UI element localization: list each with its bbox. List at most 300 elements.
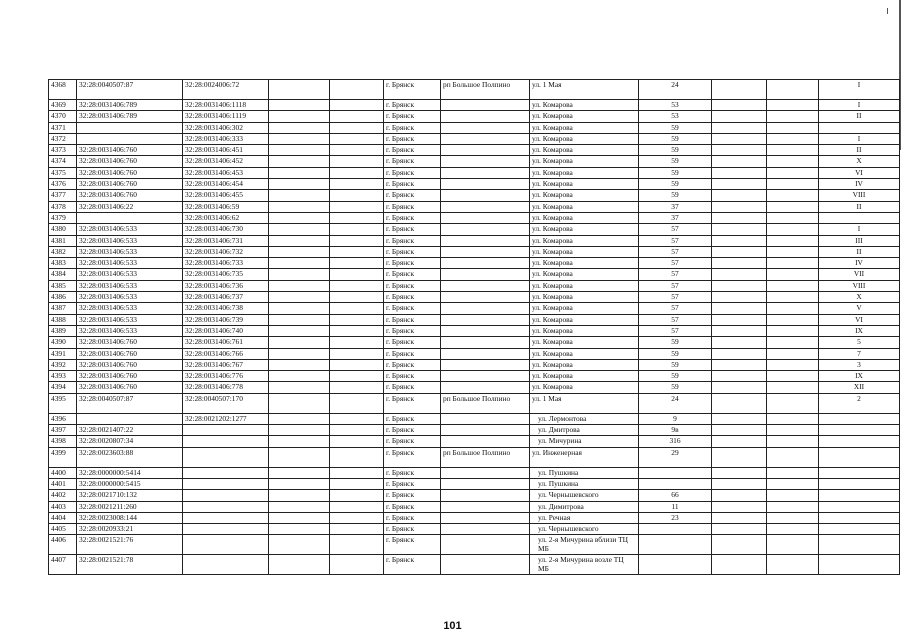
empty-cell (269, 512, 330, 523)
settlement-cell: рп Большое Полпино (441, 80, 530, 100)
street-cell: ул. Комарова (530, 359, 639, 370)
city-cell: г. Брянск (384, 490, 441, 501)
object-number-cell: 32:28:0031406:452 (183, 156, 269, 167)
city-cell: г. Брянск (384, 524, 441, 535)
empty-cell (767, 512, 819, 523)
house-cell: 23 (639, 512, 712, 523)
object-number-cell: 32:28:0031406:739 (183, 314, 269, 325)
house-cell: 9в (639, 425, 712, 436)
empty-cell (330, 325, 384, 336)
city-cell: г. Брянск (384, 478, 441, 489)
unit-cell: IX (819, 371, 900, 382)
empty-cell (712, 436, 767, 447)
settlement-cell (441, 524, 530, 535)
unit-cell (819, 524, 900, 535)
settlement-cell (441, 371, 530, 382)
empty-cell (767, 325, 819, 336)
street-cell: ул. Пушкина (530, 478, 639, 489)
row-number-cell: 4397 (49, 425, 77, 436)
table-row (49, 269, 900, 280)
empty-cell (712, 359, 767, 370)
object-number-cell (183, 524, 269, 535)
house-cell: 37 (639, 201, 712, 212)
street-cell: ул. Комарова (530, 224, 639, 235)
object-number-cell (183, 436, 269, 447)
parcel-number-cell (77, 413, 183, 424)
object-number-cell: 32:28:0031406:732 (183, 246, 269, 257)
parcel-number-cell: 32:28:0031406:533 (77, 325, 183, 336)
empty-cell (330, 413, 384, 424)
empty-cell (269, 235, 330, 246)
parcel-number-cell: 32:28:0021211:260 (77, 501, 183, 512)
empty-cell (767, 246, 819, 257)
empty-cell (269, 156, 330, 167)
settlement-cell (441, 224, 530, 235)
parcel-number-cell (77, 122, 183, 133)
unit-cell (819, 413, 900, 424)
empty-cell (712, 212, 767, 223)
street-cell: ул. Чернышевского (530, 524, 639, 535)
empty-cell (712, 512, 767, 523)
empty-cell (767, 501, 819, 512)
table-row (49, 478, 900, 489)
empty-cell (767, 190, 819, 201)
object-number-cell: 32:28:0031406:731 (183, 235, 269, 246)
empty-cell (767, 348, 819, 359)
empty-cell (712, 145, 767, 156)
city-cell: г. Брянск (384, 303, 441, 314)
house-cell: 57 (639, 292, 712, 303)
settlement-cell (441, 212, 530, 223)
empty-cell (269, 524, 330, 535)
row-number-cell: 4368 (49, 80, 77, 100)
empty-cell (767, 490, 819, 501)
settlement-cell (441, 235, 530, 246)
empty-cell (330, 371, 384, 382)
empty-cell (767, 447, 819, 467)
city-cell: г. Брянск (384, 337, 441, 348)
object-number-cell: 32:28:0031406:737 (183, 292, 269, 303)
empty-cell (269, 292, 330, 303)
house-cell (639, 535, 712, 555)
street-cell: ул. Пушкина (530, 467, 639, 478)
empty-cell (269, 337, 330, 348)
table-row (49, 100, 900, 111)
house-cell: 53 (639, 111, 712, 122)
settlement-cell (441, 436, 530, 447)
empty-cell (269, 179, 330, 190)
city-cell: г. Брянск (384, 156, 441, 167)
house-cell: 53 (639, 100, 712, 111)
city-cell: г. Брянск (384, 235, 441, 246)
city-cell: г. Брянск (384, 280, 441, 291)
city-cell: г. Брянск (384, 436, 441, 447)
street-cell: ул. Комарова (530, 133, 639, 144)
unit-cell: I (819, 100, 900, 111)
city-cell: г. Брянск (384, 425, 441, 436)
house-cell: 57 (639, 280, 712, 291)
object-number-cell: 32:28:0031406:453 (183, 167, 269, 178)
settlement-cell (441, 133, 530, 144)
empty-cell (269, 246, 330, 257)
settlement-cell (441, 325, 530, 336)
table-row (49, 524, 900, 535)
unit-cell (819, 212, 900, 223)
empty-cell (330, 111, 384, 122)
unit-cell: V (819, 303, 900, 314)
table-row (49, 235, 900, 246)
city-cell: г. Брянск (384, 190, 441, 201)
street-cell: ул. Комарова (530, 246, 639, 257)
row-number-cell: 4381 (49, 235, 77, 246)
parcel-number-cell: 32:28:0031406:533 (77, 292, 183, 303)
city-cell: г. Брянск (384, 359, 441, 370)
empty-cell (330, 212, 384, 223)
house-cell (639, 524, 712, 535)
empty-cell (712, 100, 767, 111)
settlement-cell (441, 303, 530, 314)
parcel-number-cell: 32:28:0031406:533 (77, 314, 183, 325)
object-number-cell: 32:28:0031406:761 (183, 337, 269, 348)
city-cell: г. Брянск (384, 100, 441, 111)
street-cell: ул. Комарова (530, 167, 639, 178)
unit-cell (819, 122, 900, 133)
empty-cell (767, 224, 819, 235)
unit-cell (819, 555, 900, 575)
empty-cell (712, 467, 767, 478)
settlement-cell (441, 425, 530, 436)
row-number-cell: 4372 (49, 133, 77, 144)
house-cell (639, 467, 712, 478)
house-cell: 57 (639, 269, 712, 280)
empty-cell (330, 425, 384, 436)
table-row (49, 371, 900, 382)
settlement-cell (441, 490, 530, 501)
empty-cell (712, 425, 767, 436)
city-cell: г. Брянск (384, 167, 441, 178)
row-number-cell: 4379 (49, 212, 77, 223)
house-cell: 66 (639, 490, 712, 501)
street-cell: ул. Комарова (530, 201, 639, 212)
settlement-cell (441, 382, 530, 393)
empty-cell (767, 393, 819, 413)
empty-cell (767, 303, 819, 314)
object-number-cell (183, 478, 269, 489)
empty-cell (269, 258, 330, 269)
row-number-cell: 4391 (49, 348, 77, 359)
row-number-cell: 4380 (49, 224, 77, 235)
empty-cell (712, 490, 767, 501)
object-number-cell: 32:28:0031406:62 (183, 212, 269, 223)
city-cell: г. Брянск (384, 80, 441, 100)
object-number-cell: 32:28:0031406:778 (183, 382, 269, 393)
empty-cell (269, 190, 330, 201)
table-row (49, 393, 900, 413)
house-cell: 59 (639, 382, 712, 393)
settlement-cell (441, 348, 530, 359)
empty-cell (712, 246, 767, 257)
street-cell: ул. Комарова (530, 292, 639, 303)
city-cell: г. Брянск (384, 535, 441, 555)
house-cell: 59 (639, 337, 712, 348)
page-edge-tick (887, 8, 888, 14)
settlement-cell (441, 337, 530, 348)
empty-cell (269, 436, 330, 447)
settlement-cell (441, 258, 530, 269)
empty-cell (330, 447, 384, 467)
street-cell: ул. Комарова (530, 314, 639, 325)
parcel-number-cell: 32:28:0020807:34 (77, 436, 183, 447)
unit-cell: X (819, 292, 900, 303)
city-cell: г. Брянск (384, 555, 441, 575)
street-cell: ул. Комарова (530, 371, 639, 382)
empty-cell (767, 314, 819, 325)
empty-cell (712, 235, 767, 246)
table-row (49, 258, 900, 269)
row-number-cell: 4399 (49, 447, 77, 467)
house-cell: 59 (639, 122, 712, 133)
row-number-cell: 4400 (49, 467, 77, 478)
empty-cell (269, 325, 330, 336)
empty-cell (330, 314, 384, 325)
object-number-cell (183, 467, 269, 478)
empty-cell (269, 413, 330, 424)
house-cell: 37 (639, 212, 712, 223)
parcel-number-cell: 32:28:0023008:144 (77, 512, 183, 523)
object-number-cell: 32:28:0031406:736 (183, 280, 269, 291)
empty-cell (767, 425, 819, 436)
street-cell: ул. Комарова (530, 122, 639, 133)
row-number-cell: 4378 (49, 201, 77, 212)
house-cell: 57 (639, 235, 712, 246)
parcel-number-cell: 32:28:0031406:760 (77, 382, 183, 393)
empty-cell (269, 269, 330, 280)
house-cell: 59 (639, 156, 712, 167)
parcel-number-cell (77, 133, 183, 144)
table-row (49, 467, 900, 478)
parcel-number-cell: 32:28:0031406:760 (77, 348, 183, 359)
empty-cell (767, 524, 819, 535)
street-cell: ул. Комарова (530, 269, 639, 280)
empty-cell (330, 348, 384, 359)
object-number-cell: 32:28:0021202:1277 (183, 413, 269, 424)
empty-cell (330, 122, 384, 133)
table-row (49, 212, 900, 223)
city-cell: г. Брянск (384, 325, 441, 336)
empty-cell (330, 292, 384, 303)
street-cell: ул. Дмитрова (530, 425, 639, 436)
empty-cell (767, 337, 819, 348)
unit-cell: VI (819, 167, 900, 178)
empty-cell (767, 145, 819, 156)
house-cell: 59 (639, 179, 712, 190)
empty-cell (269, 212, 330, 223)
settlement-cell (441, 111, 530, 122)
city-cell: г. Брянск (384, 122, 441, 133)
empty-cell (269, 555, 330, 575)
empty-cell (712, 80, 767, 100)
empty-cell (767, 413, 819, 424)
unit-cell: II (819, 246, 900, 257)
row-number-cell: 4374 (49, 156, 77, 167)
empty-cell (330, 535, 384, 555)
row-number-cell: 4403 (49, 501, 77, 512)
parcel-number-cell: 32:28:0031406:760 (77, 179, 183, 190)
empty-cell (767, 201, 819, 212)
empty-cell (269, 535, 330, 555)
unit-cell: VII (819, 269, 900, 280)
table-row (49, 167, 900, 178)
settlement-cell (441, 100, 530, 111)
parcel-number-cell: 32:28:0031406:533 (77, 258, 183, 269)
house-cell (639, 478, 712, 489)
table-row (49, 133, 900, 144)
empty-cell (767, 100, 819, 111)
unit-cell: 5 (819, 337, 900, 348)
empty-cell (330, 524, 384, 535)
row-number-cell: 4383 (49, 258, 77, 269)
table-row (49, 111, 900, 122)
city-cell: г. Брянск (384, 467, 441, 478)
street-cell: ул. Комарова (530, 100, 639, 111)
empty-cell (269, 122, 330, 133)
house-cell: 24 (639, 393, 712, 413)
empty-cell (269, 348, 330, 359)
empty-cell (330, 201, 384, 212)
house-cell: 57 (639, 258, 712, 269)
table-row (49, 246, 900, 257)
street-cell: ул. Комарова (530, 111, 639, 122)
empty-cell (712, 371, 767, 382)
street-cell: ул. 2-я Мичурина вблизи ТЦ МБ (530, 535, 639, 555)
empty-cell (330, 190, 384, 201)
empty-cell (712, 179, 767, 190)
city-cell: г. Брянск (384, 348, 441, 359)
unit-cell: IV (819, 258, 900, 269)
object-number-cell: 32:28:0031406:59 (183, 201, 269, 212)
empty-cell (712, 478, 767, 489)
empty-cell (712, 292, 767, 303)
city-cell: г. Брянск (384, 447, 441, 467)
row-number-cell: 4390 (49, 337, 77, 348)
empty-cell (269, 280, 330, 291)
street-cell: ул. Комарова (530, 190, 639, 201)
empty-cell (712, 303, 767, 314)
empty-cell (269, 425, 330, 436)
unit-cell (819, 490, 900, 501)
house-cell: 59 (639, 371, 712, 382)
house-cell: 57 (639, 246, 712, 257)
row-number-cell: 4369 (49, 100, 77, 111)
table-row (49, 292, 900, 303)
row-number-cell: 4406 (49, 535, 77, 555)
object-number-cell: 32:28:0031406:735 (183, 269, 269, 280)
settlement-cell (441, 190, 530, 201)
empty-cell (269, 303, 330, 314)
empty-cell (767, 133, 819, 144)
unit-cell: VIII (819, 190, 900, 201)
empty-cell (712, 133, 767, 144)
empty-cell (269, 490, 330, 501)
row-number-cell: 4376 (49, 179, 77, 190)
empty-cell (330, 512, 384, 523)
empty-cell (767, 478, 819, 489)
unit-cell: XII (819, 382, 900, 393)
unit-cell: 2 (819, 393, 900, 413)
street-cell: ул. 2-я Мичурина возле ТЦ МБ (530, 555, 639, 575)
parcel-number-cell: 32:28:0031406:760 (77, 156, 183, 167)
house-cell: 29 (639, 447, 712, 467)
table-row (49, 179, 900, 190)
empty-cell (767, 467, 819, 478)
settlement-cell: рп Большое Полпино (441, 393, 530, 413)
settlement-cell (441, 167, 530, 178)
city-cell: г. Брянск (384, 224, 441, 235)
city-cell: г. Брянск (384, 413, 441, 424)
empty-cell (712, 524, 767, 535)
table-row (49, 348, 900, 359)
object-number-cell: 32:28:0031406:767 (183, 359, 269, 370)
empty-cell (330, 145, 384, 156)
empty-cell (767, 535, 819, 555)
city-cell: г. Брянск (384, 133, 441, 144)
object-number-cell: 32:28:0031406:1119 (183, 111, 269, 122)
row-number-cell: 4404 (49, 512, 77, 523)
city-cell: г. Брянск (384, 212, 441, 223)
unit-cell: VIII (819, 280, 900, 291)
unit-cell (819, 535, 900, 555)
parcel-number-cell: 32:28:0031406:760 (77, 167, 183, 178)
object-number-cell: 32:28:0031406:454 (183, 179, 269, 190)
parcel-number-cell: 32:28:0020933:21 (77, 524, 183, 535)
city-cell: г. Брянск (384, 269, 441, 280)
registry-table (48, 79, 900, 575)
unit-cell: 7 (819, 348, 900, 359)
parcel-number-cell: 32:28:0031406:789 (77, 111, 183, 122)
city-cell: г. Брянск (384, 179, 441, 190)
parcel-number-cell: 32:28:0021521:76 (77, 535, 183, 555)
parcel-number-cell: 32:28:0021521:78 (77, 555, 183, 575)
table-row (49, 224, 900, 235)
street-cell: ул. Комарова (530, 156, 639, 167)
unit-cell (819, 478, 900, 489)
object-number-cell: 32:28:0031406:740 (183, 325, 269, 336)
house-cell: 59 (639, 133, 712, 144)
parcel-number-cell: 32:28:0031406:533 (77, 235, 183, 246)
street-cell: ул. Комарова (530, 348, 639, 359)
empty-cell (767, 292, 819, 303)
page-number: 101 (443, 620, 462, 632)
empty-cell (269, 447, 330, 467)
street-cell: ул. Комарова (530, 382, 639, 393)
empty-cell (767, 111, 819, 122)
empty-cell (767, 212, 819, 223)
street-cell: ул. Комарова (530, 337, 639, 348)
unit-cell: 3 (819, 359, 900, 370)
city-cell: г. Брянск (384, 393, 441, 413)
empty-cell (330, 393, 384, 413)
empty-cell (712, 122, 767, 133)
object-number-cell: 32:28:0031406:730 (183, 224, 269, 235)
empty-cell (330, 100, 384, 111)
parcel-number-cell: 32:28:0031406:760 (77, 359, 183, 370)
empty-cell (712, 111, 767, 122)
object-number-cell (183, 535, 269, 555)
object-number-cell: 32:28:0031406:776 (183, 371, 269, 382)
empty-cell (269, 393, 330, 413)
empty-cell (330, 359, 384, 370)
city-cell: г. Брянск (384, 145, 441, 156)
